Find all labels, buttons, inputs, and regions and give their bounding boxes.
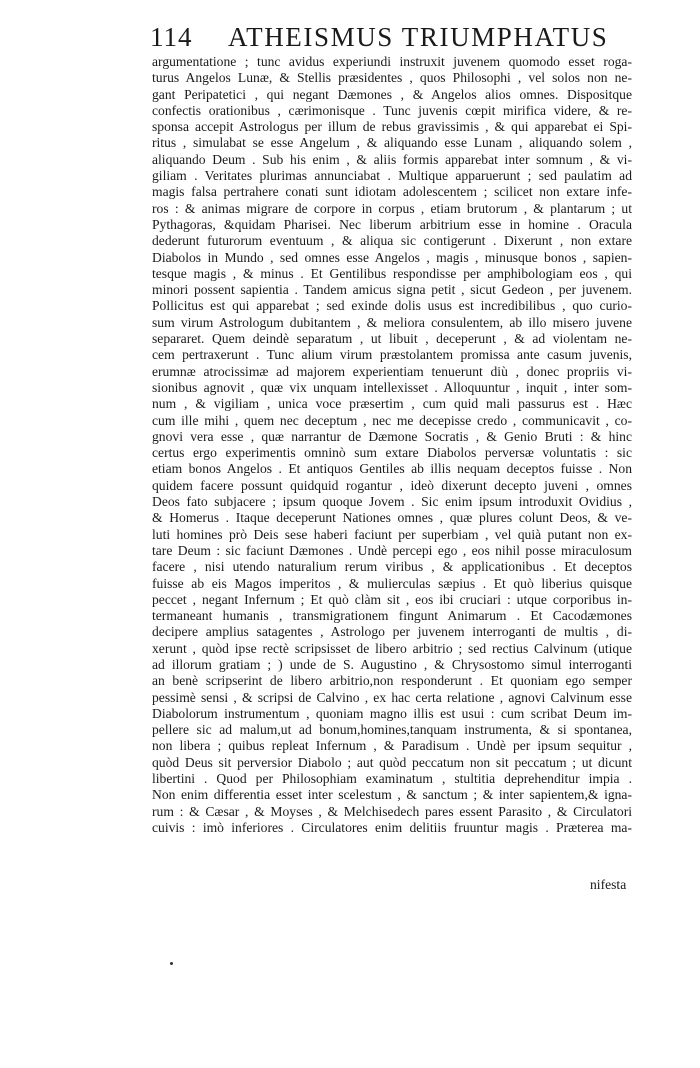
text-line: libertini . Quod per Philosophiam examinatum , stultitia deprehenditur impia .: [152, 771, 632, 787]
text-line: pessimè sensi , & scripsi de Calvino , ex hac certa relatione , agnovi Calvinum esse: [152, 689, 632, 705]
text-line: facere , nisi utendo naturalium rerum viribus , & applicationibus . Et deceptos: [152, 559, 632, 575]
text-line: etiam bonos Angelos . Et antiquos Gentiles ab illis nequam deceptos fuisse . Non: [152, 461, 632, 477]
text-line: ritus , simulabat se esse Angelum , & aliquando esse Lunam , aliquando solem ,: [152, 135, 632, 151]
text-line: gnovi vera esse , quæ narrantur de Dæmone Socratis , & Genio Bruti : & hinc: [152, 428, 632, 444]
text-line: cuivis : imò inferiores . Circulatores enim delitiis fruuntur magis . Præterea ma-: [152, 819, 632, 835]
text-line: sum virum Astrologum dubitantem , & meliora consulentem, ab illo misero juvene: [152, 314, 632, 330]
text-line: pellere sic ad malum,ut ad bonum,homines,tanquam instrumenta, & si spontanea,: [152, 722, 632, 738]
text-line: & Homerus . Itaque deceperunt Nationes omnes , quæ plures colunt Deos, & ve-: [152, 510, 632, 526]
catchword: nifesta: [590, 877, 627, 892]
text-line: confectis orationibus , cærimonisque . Tunc juvenis cœpit mirifica videre, & re-: [152, 102, 632, 118]
text-line: peccet , negant Infernum ; Et quò clàm sit , eos ibi cruciari : utque corporibus in-: [152, 591, 632, 607]
text-line: Pollicitus est qui apparebat ; sed exinde dolis usus est incredibilibus , quo curio-: [152, 298, 632, 314]
text-line: minori possent sapientia . Tandem amicus signa petit , sicut Gedeon , per juvenem.: [152, 282, 632, 298]
text-line: rum : & Cæsar , & Moyses , & Melchisedech pares essent Parasito , & Circulatori: [152, 803, 632, 819]
text-line: xerunt , quòd ipse rectè scripsisset de libero arbitrio ; sed rectius Calvinum (utique: [152, 640, 632, 656]
text-line: non libera ; quibus repleat Infernum , & Paradisum . Undè per ipsum sequitur ,: [152, 738, 632, 754]
text-line: quòd Deus sit perversior Diabolo ; aut quòd peccatum non sit peccatum ; ut dicunt: [152, 754, 632, 770]
text-line: dederunt futurorum eventuum , & aliqua sic contigerunt . Dixerunt , non extare: [152, 233, 632, 249]
text-line: certus ergo experimentis omninò sum extare Diabolos perversæ voluntatis : sic: [152, 445, 632, 461]
text-line: turus Angelos Lunæ, & Stellis præsidentes , quos Philosophi , vel solos non ne-: [152, 70, 632, 86]
text-line: cum ille mihi , quem nec deceptum , nec me decepisse credo , communicavit , co-: [152, 412, 632, 428]
text-line: termaneant humanis , transmigrationem fingunt Animarum . Et Cacodæmones: [152, 608, 632, 624]
text-line: gant Peripatetici , qui negant Dæmones , & Angelos alios omnes. Dispositque: [152, 86, 632, 102]
text-line: tare Deum : sic faciunt Dæmones . Undè percepi ego , eos nihil posse miraculosum: [152, 542, 632, 558]
body-text: [152, 54, 632, 836]
text-line: ros : & animas migrare de corpore in corpus , etiam brutorum , & plantarum ; ut: [152, 200, 632, 216]
text-line: luti homines prò Deis sese haberi faciunt per superbiam , vel quià putant non ex-: [152, 526, 632, 542]
text-line: fuisse ab eis Magos imperitos , & mulierculas sæpius . Et quò liberius quisque: [152, 575, 632, 591]
text-line: aliquando Deum . Sub his enim , & aliis formis apparebat inter somnum , & vi-: [152, 151, 632, 167]
text-line: Deos fato subjacere ; ipsum quoque Jovem . Sic enim ipsum introduxit Ovidius ,: [152, 494, 632, 510]
text-line: decipere amplius satagentes , Astrologo per juvenem interroganti de multis , di-: [152, 624, 632, 640]
text-line: tesque magis , & minus . Et Gentilibus respondisse per amphibologiam eos , qui: [152, 265, 632, 281]
text-line: Diabolos in Mundo , sed omnes esse Angelos , magis , minusque bonos , sapien-: [152, 249, 632, 265]
text-line: magis falsa pertrahere conati sunt idiotam adolescentem ; scilicet non extare infe-: [152, 184, 632, 200]
page-header: [150, 22, 635, 56]
text-line: sponsa accepit Astrologus per illum de rebus gravissimis , & qui apparebat ei Spi-: [152, 119, 632, 135]
text-line: an benè scripserint de libero arbitrio,non responderunt . Et quoniam ego semper: [152, 673, 632, 689]
text-line: num , & vigiliam , unica voce præsertim , cum quid mali passurus est . Hæc: [152, 396, 632, 412]
text-line: quidem facere possunt quidquid rogantur , ideò dixerunt decepto juveni , omnes: [152, 477, 632, 493]
page-number: 114: [150, 22, 193, 52]
text-line: ad illorum gratiam ; ) unde de S. Augustino , & Chrysostomo simul interroganti: [152, 656, 632, 672]
running-title: ATHEISMUS TRIUMPHATUS: [228, 22, 609, 52]
text-line: Pythagoras, &quidam Pharisei. Nec liberum arbitrium esse in homine . Oracula: [152, 216, 632, 232]
text-line: argumentatione ; tunc avidus experiundi instruxit juvenem quomodo esset roga-: [152, 54, 632, 69]
ink-speck: [170, 962, 173, 965]
text-line: Diabolorum instrumentum , quoniam magno illis est usui : cum scribat Deum im-: [152, 705, 632, 721]
text-line: Non enim differentia esset inter scelestum , & sanctum ; & inter sapientem,& igna-: [152, 787, 632, 803]
text-line: giliam . Veritates plurimas annunciabat . Multique apparuerunt ; sed paulatim ad: [152, 168, 632, 184]
text-line: separaret. Quem deindè separatum , ut libuit , deceperunt , & ad violentam ne-: [152, 331, 632, 347]
text-line: cem pertraxerunt . Tunc alium virum præstolantem promissa ante casum juvenis,: [152, 347, 632, 363]
text-line: sionibus agnovit , quæ vix unquam intellexisset . Alloquuntur , inquit , inter som-: [152, 379, 632, 395]
text-line: erumnæ atrocissimæ ad majorem experientiam tenuerunt diù , donec propriis vi-: [152, 363, 632, 379]
